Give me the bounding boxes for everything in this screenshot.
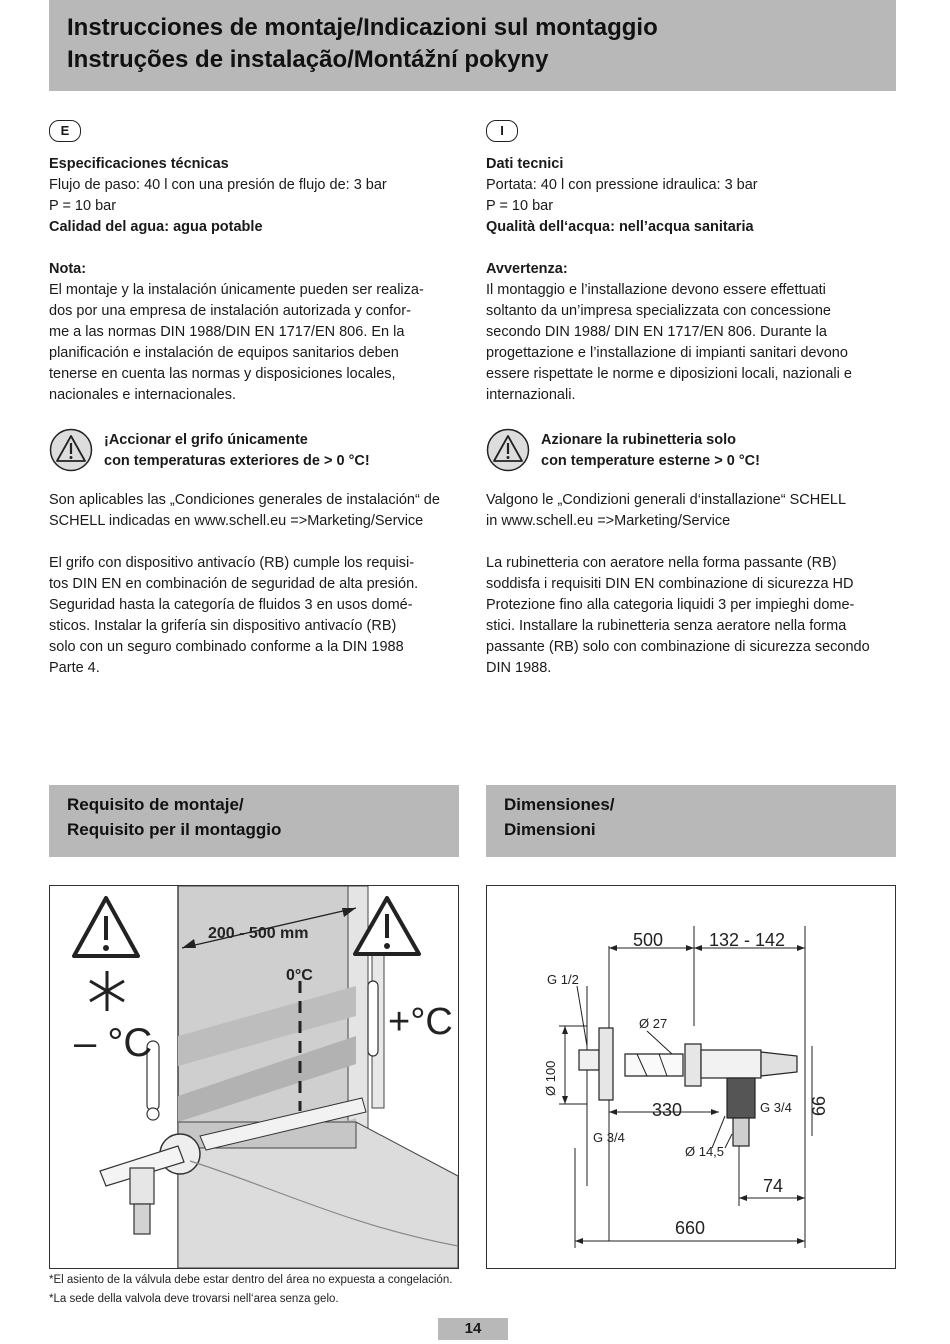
warning-icon: [486, 428, 530, 472]
page-header: [49, 0, 896, 91]
dim-660: 660: [675, 1218, 706, 1238]
conditions-line: SCHELL indicadas en www.schell.eu =>Marketing/Service: [49, 513, 424, 529]
dim-g12: G 1/2: [547, 972, 579, 987]
language-badge-es: E: [49, 120, 81, 142]
spec-pressure: P = 10 bar: [486, 198, 554, 214]
note-line: secondo DIN 1988/ DIN EN 1717/EN 806. Durante la: [486, 324, 827, 340]
dim-g34-right: G 3/4: [760, 1100, 792, 1115]
rb-line: solo con un seguro combinado conforme a la DIN 1988: [49, 639, 404, 655]
range-label: 200 - 500 mm: [208, 925, 309, 942]
dim-d100: Ø 100: [543, 1060, 558, 1096]
plus-degree-label: +°C: [388, 1001, 453, 1043]
spec-title: Especificaciones técnicas: [49, 156, 229, 172]
warning-block: [486, 428, 898, 472]
rb-line: Parte 4.: [49, 660, 100, 676]
rb-line: passante (RB) solo con combinazione di sicurezza secondo: [486, 639, 870, 655]
italian-column: [486, 120, 898, 679]
note-line: dos por una empresa de instalación autorizada y confor-: [49, 303, 411, 319]
note-line: essere rispettate le norme e diposizioni locali, nazionali e: [486, 366, 852, 382]
spec-flow: Flujo de paso: 40 l con una presión de flujo de: 3 bar: [49, 177, 387, 193]
dim-500: 500: [633, 930, 664, 950]
minus-degree-label: – °C: [74, 1021, 153, 1065]
warning-line: con temperature esterne > 0 °C!: [541, 453, 760, 469]
note-line: planificación e instalación de equipos sanitarios deben: [49, 345, 399, 361]
mounting-illustration: [50, 886, 458, 1268]
rb-line: La rubinetteria con aeratore nella forma passante (RB): [486, 555, 837, 571]
section-mount-line1: Requisito de montaje/: [67, 795, 244, 814]
note-line: El montaje y la instalación únicamente pueden ser realiza-: [49, 282, 424, 298]
spec-water: Qualità dell‘acqua: nell’acqua sanitaria: [486, 219, 754, 235]
footnote-it: *La sede della valvola deve trovarsi nell‘area senza gelo.: [49, 1293, 339, 1305]
dim-330: 330: [652, 1100, 683, 1120]
warning-line: Azionare la rubinetteria solo: [541, 432, 736, 448]
header-title-line1: Instrucciones de montaje/Indicazioni sul montaggio: [67, 14, 658, 41]
dim-d27: Ø 27: [639, 1016, 668, 1031]
warning-line: ¡Accionar el grifo únicamente: [104, 432, 308, 448]
conditions-line: in www.schell.eu =>Marketing/Service: [486, 513, 731, 529]
note-line: tenerse en cuenta las normas y disposiciones locales,: [49, 366, 396, 382]
note-title: Nota:: [49, 261, 87, 277]
section-dims-line1: Dimensiones/: [504, 795, 615, 814]
spanish-column: [49, 120, 461, 679]
rb-line: sticos. Instalar la grifería sin dispositivo antivacío (RB): [49, 618, 397, 634]
rb-line: Protezione fino alla categoria liquidi 3 per impieghi dome-: [486, 597, 855, 613]
mounting-figure: [49, 885, 459, 1269]
note-line: nacionales e internacionales.: [49, 387, 237, 403]
dim-74: 74: [763, 1176, 784, 1196]
warning-line: con temperaturas exteriores de > 0 °C!: [104, 453, 370, 469]
rb-line: Seguridad hasta la categoría de fluidos 3 en usos domé-: [49, 597, 413, 613]
language-badge-it: I: [486, 120, 518, 142]
dimensions-drawing: [487, 886, 895, 1268]
note-line: soltanto da un’impresa specializzata con concessione: [486, 303, 831, 319]
dim-132-142: 132 - 142: [709, 930, 786, 950]
header-title-line2: Instruções de instalação/Montážní pokyny: [67, 46, 549, 73]
note-line: progettazione e l’installazione di impianti sanitari devono: [486, 345, 848, 361]
dim-66: 66: [809, 1095, 829, 1116]
rb-line: tos DIN EN en combinación de seguridad de alta presión.: [49, 576, 419, 592]
section-mount-line2: Requisito per il montaggio: [67, 820, 282, 839]
conditions-line: Valgono le „Condizioni generali d‘installazione“ SCHELL: [486, 492, 847, 508]
spec-pressure: P = 10 bar: [49, 198, 117, 214]
rb-line: El grifo con dispositivo antivacío (RB) cumple los requisi-: [49, 555, 415, 571]
dim-g34-left: G 3/4: [593, 1130, 625, 1145]
dimensions-figure: [486, 885, 896, 1269]
spec-water: Calidad del agua: agua potable: [49, 219, 263, 235]
section-mount-header: [49, 785, 459, 857]
section-dims-header: [486, 785, 896, 857]
warning-block: [49, 428, 461, 472]
conditions-line: Son aplicables las „Condiciones generales de instalación“ de: [49, 492, 440, 508]
note-title: Avvertenza:: [486, 261, 568, 277]
dim-d14-5: Ø 14,5: [685, 1144, 725, 1159]
warning-icon: [49, 428, 93, 472]
note-line: Il montaggio e l’installazione devono essere effettuati: [486, 282, 826, 298]
footnote-es: *El asiento de la válvula debe estar dentro del área no expuesta a congelación.: [49, 1274, 453, 1286]
spec-flow: Portata: 40 l con pressione idraulica: 3 bar: [486, 177, 758, 193]
spec-title: Dati tecnici: [486, 156, 564, 172]
section-dims-line2: Dimensioni: [504, 820, 596, 839]
zero-degree-label: 0°C: [286, 967, 313, 984]
rb-line: DIN 1988.: [486, 660, 552, 676]
rb-line: soddisfa i requisiti DIN EN combinazione di sicurezza HD: [486, 576, 854, 592]
snowflake-icon: [90, 971, 124, 1011]
page-number: 14: [438, 1318, 508, 1340]
note-line: internazionali.: [486, 387, 576, 403]
note-line: me a las normas DIN 1988/DIN EN 1717/EN 806. En la: [49, 324, 405, 340]
rb-line: stici. Installare la rubinetteria senza aeratore nella forma: [486, 618, 847, 634]
